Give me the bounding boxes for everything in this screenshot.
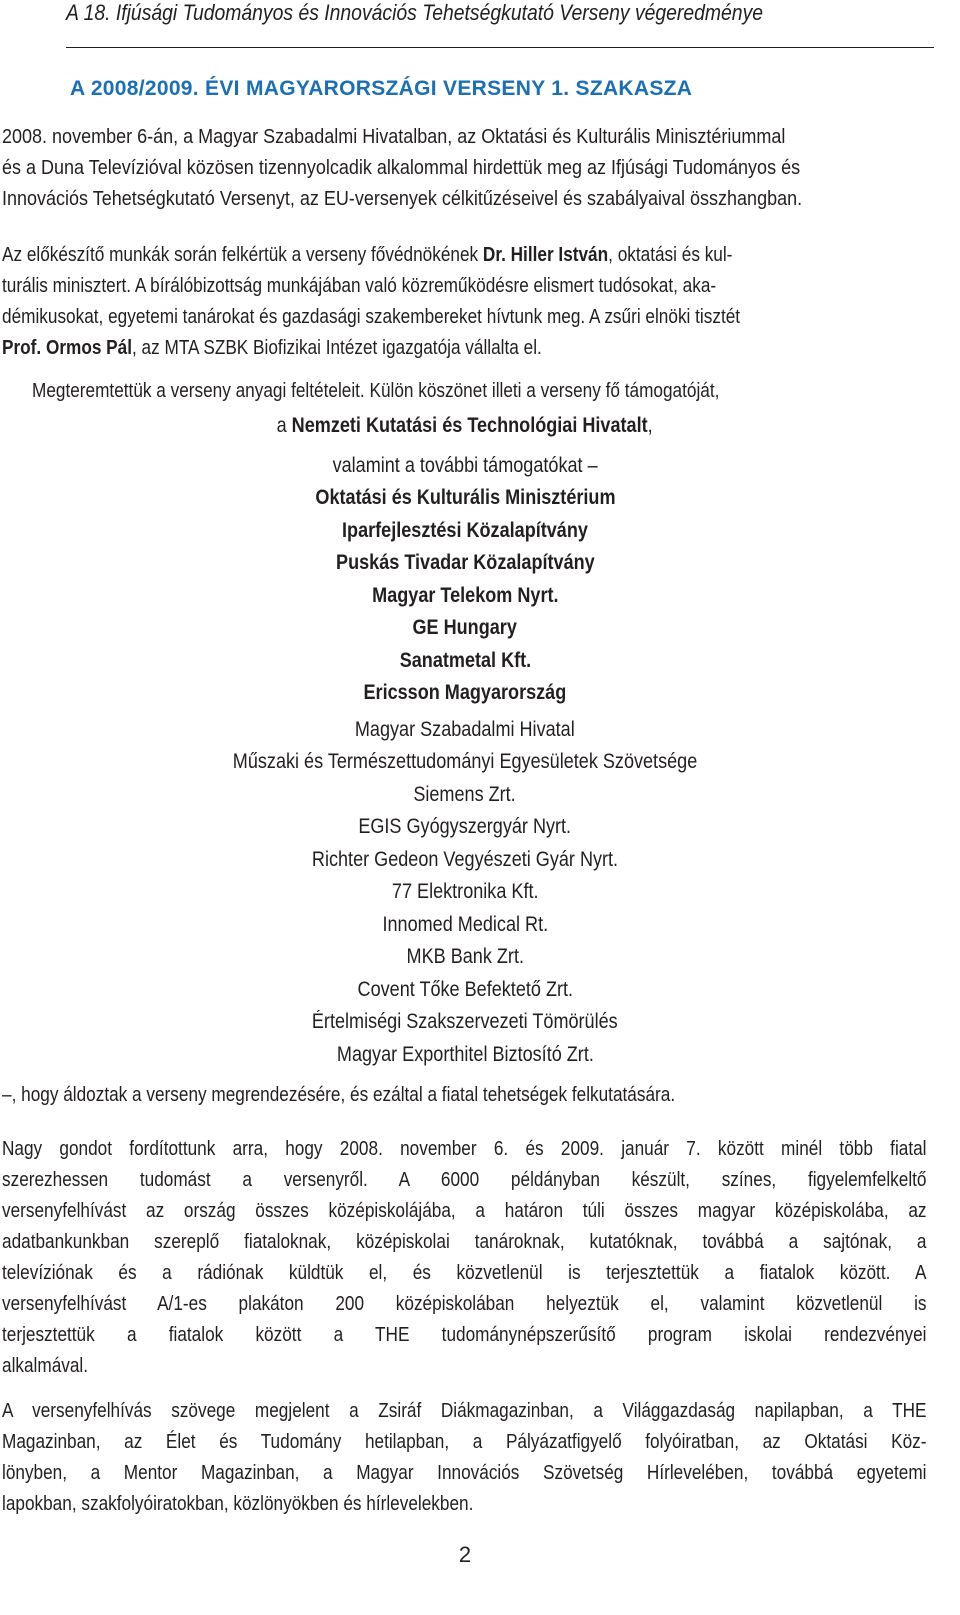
- text-line: alkalmával.: [2, 1355, 89, 1377]
- text-line: 2008. november 6-án, a Magyar Szabadalmi Hivatalban, az Oktatási és Kulturális Minisztériummal: [2, 126, 786, 148]
- sponsor-text: Richter Gedeon Vegyészeti Gyár Nyrt.: [311, 847, 619, 871]
- text-line: –, hogy áldoztak a verseny megrendezésére, és ezáltal a fiatal tehetségek felkutatására.: [2, 1084, 676, 1106]
- sponsor-text: 77 Elektronika Kft.: [391, 880, 539, 903]
- page-number: 2: [458, 1542, 472, 1567]
- sponsor-bold-text: Ericsson Magyarország: [363, 681, 567, 704]
- text-run: Az előkészítő munkák során felkértük a verseny fővédnökének: [2, 244, 483, 266]
- sponsor: [0, 844, 930, 877]
- main-sponsor: [0, 410, 930, 443]
- text-line: [2, 333, 798, 364]
- sponsor-group: [0, 714, 930, 1072]
- sponsor-bold: [0, 677, 930, 710]
- bold-sponsor-group: [0, 482, 930, 710]
- text-run: , az MTA SZBK Biofizikai Intézet igazgatója vállalta el.: [131, 337, 542, 359]
- section-title: A 2008/2009. ÉVI MAGYARORSZÁGI VERSENY 1. SZAKASZA: [70, 77, 693, 100]
- text-line: lönyben, a Mentor Magazinban, a Magyar Innovációs Szövetség Hírlevelében, továbbá egyetemi: [2, 1462, 927, 1484]
- sponsor: [0, 876, 930, 909]
- sponsor-bold: [0, 580, 930, 613]
- sponsor-bold: [0, 515, 930, 548]
- sponsor-bold-text: Iparfejlesztési Közalapítvány: [342, 518, 588, 542]
- sponsor: [0, 779, 930, 812]
- preparation-paragraph: [2, 240, 927, 364]
- text-run: valamint a további támogatókat –: [332, 453, 598, 477]
- sponsor-bold-text: Puskás Tivadar Közalapítvány: [335, 551, 595, 574]
- text-line: Magazinban, az Élet és Tudomány hetilapban, a Pályázatfigyelő folyóiratban, az Oktatási Köz-: [2, 1431, 927, 1453]
- text-line: lapokban, szakfolyóiratokban, közlönyökben és hírlevelekben.: [2, 1493, 474, 1515]
- patron-name: Dr. Hiller István: [482, 244, 609, 266]
- sponsor: [0, 714, 930, 747]
- intro-paragraph: [2, 122, 927, 215]
- text-line: A versenyfelhívás szövege megjelent a Zsiráf Diákmagazinban, a Világgazdaság napilapban, a THE: [2, 1400, 927, 1422]
- running-header: A 18. Ifjúsági Tudományos és Innovációs Tehetségkutató Verseny végeredménye: [66, 0, 764, 25]
- sponsor-bold: [0, 482, 930, 515]
- text-line: Megteremtettük a verseny anyagi feltételeit. Külön köszönet illeti a verseny fő támogatóját,: [32, 380, 720, 402]
- text-line: terjesztettük a fiatalok között a THE tudománynépszerűsítő program iskolai rendezvényei: [2, 1324, 927, 1346]
- sponsor-bold-text: GE Hungary: [412, 616, 518, 639]
- sponsor-list: [0, 410, 930, 1071]
- text-line: televíziónak és a rádiónak küldtük el, és közvetlenül is terjesztettük a fiatalok között. A: [2, 1262, 927, 1284]
- text-line: versenyfelhívást A/1-es plakáton 200 középiskolában helyeztük el, valamint közvetlenül is: [2, 1293, 927, 1315]
- sponsor-bold: [0, 612, 930, 645]
- sponsor: [0, 1006, 930, 1039]
- sponsor-bold: [0, 645, 930, 678]
- text-line: szerezhessen tudomást a versenyről. A 6000 példányban készült, színes, figyelemfelkeltő: [2, 1169, 927, 1191]
- sponsor: [0, 941, 930, 974]
- main-sponsor-name: Nemzeti Kutatási és Technológiai Hivatalt: [292, 414, 648, 437]
- sponsor-text: EGIS Gyógyszergyár Nyrt.: [358, 815, 572, 838]
- text-line: versenyfelhívást az ország összes középiskolájába, a határon túli összes magyar középiskolába, az: [2, 1200, 927, 1222]
- sponsor-text: Siemens Zrt.: [413, 782, 517, 806]
- sponsor-bold: [0, 547, 930, 580]
- text-line: adatbankunkban szereplő fiataloknak, középiskolai tanároknak, kutatóknak, továbbá a sajtónak, a: [2, 1231, 927, 1253]
- sponsor-bold-text: Oktatási és Kulturális Minisztérium: [314, 486, 616, 509]
- sponsor-text: Műszaki és Természettudományi Egyesületek Szövetsége: [232, 750, 698, 773]
- text-run: ,: [647, 414, 654, 437]
- closing-line: [2, 1080, 927, 1111]
- text-line: és a Duna Televízióval közösen tizennyolcadik alkalommal hirdettük meg az Ifjúsági Tudományos és: [2, 157, 801, 179]
- header-rule: [66, 47, 934, 48]
- sponsor-intro: [0, 450, 930, 483]
- sponsor: [0, 909, 930, 942]
- sponsor-text: Értelmiségi Szakszervezeti Tömörülés: [312, 1010, 618, 1033]
- sponsor-text: Magyar Exporthitel Biztosító Zrt.: [336, 1042, 594, 1066]
- text-run: , oktatási és kul-: [608, 244, 733, 266]
- text-line: Innovációs Tehetségkutató Versenyt, az EU-versenyek célkitűzéseivel és szabályaival összhangban.: [2, 188, 803, 210]
- publication-paragraph: [2, 1396, 927, 1520]
- sponsor-bold-text: Sanatmetal Kft.: [399, 648, 531, 672]
- promotion-paragraph: [2, 1134, 927, 1382]
- jury-chair-name: Prof. Ormos Pál: [2, 337, 132, 359]
- sponsor-text: Magyar Szabadalmi Hivatal: [355, 717, 575, 741]
- text-line: turális minisztert. A bírálóbizottság munkájában való közreműködésre elismert tudósokat, aka-: [2, 275, 717, 297]
- text-line: [2, 240, 798, 271]
- sponsor-text: Innomed Medical Rt.: [382, 912, 548, 936]
- sponsor-text: MKB Bank Zrt.: [406, 945, 524, 968]
- sponsor-text: Covent Tőke Befektető Zrt.: [357, 977, 573, 1001]
- sponsor: [0, 974, 930, 1007]
- sponsor: [0, 1039, 930, 1072]
- text-line: démikusokat, egyetemi tanárokat és gazdasági szakembereket hívtunk meg. A zsűri elnöki tisztét: [2, 306, 741, 328]
- sponsor: [0, 811, 930, 844]
- text-line: Nagy gondot fordítottunk arra, hogy 2008. november 6. és 2009. január 7. között minél több fiatal: [2, 1138, 927, 1160]
- sponsor: [0, 746, 930, 779]
- text-run: a: [276, 414, 293, 437]
- sponsor-bold-text: Magyar Telekom Nyrt.: [371, 583, 559, 607]
- support-paragraph: [32, 376, 957, 407]
